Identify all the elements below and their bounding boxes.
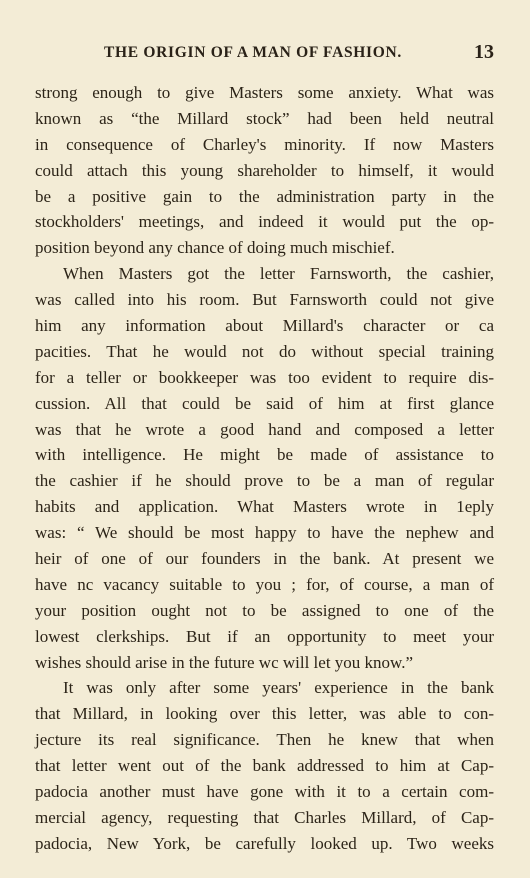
text-line: stockholders' meetings, and indeed it would put the op-: [35, 212, 494, 232]
text-line: lowest clerkships. But if an opportunity to meet your: [35, 626, 494, 646]
text-line: heir of one of our founders in the bank. At present we: [35, 549, 494, 569]
running-head: [0, 41, 530, 68]
text-line: that letter went out of the bank addressed to him at Cap-: [35, 756, 494, 776]
body-text: [35, 80, 494, 857]
text-line: was that he wrote a good hand and composed a letter: [35, 419, 494, 439]
text-line: position beyond any chance of doing much mischief.: [35, 238, 395, 258]
text-line: cussion. All that could be said of him at first glance: [35, 393, 494, 413]
text-line: mercial agency, requesting that Charles Millard, of Cap-: [35, 807, 494, 827]
text-line: strong enough to give Masters some anxiety. What was: [35, 83, 494, 102]
text-line: have nc vacancy suitable to you ; for, of course, a man of: [35, 574, 494, 594]
text-line: in consequence of Charley's minority. If now Masters: [35, 134, 494, 154]
text-line: your position ought not to be assigned to one of the: [35, 600, 494, 620]
text-line: be a positive gain to the administration party in the: [35, 186, 494, 206]
text-line: padocia another must have gone with it to a certain com-: [35, 782, 494, 802]
text-line: with intelligence. He might be made of assistance to: [35, 445, 494, 465]
text-line: could attach this young shareholder to himself, it would: [35, 160, 494, 180]
text-line: habits and application. What Masters wrote in 1eply: [35, 497, 494, 517]
text-line: known as “the Millard stock” had been held neutral: [35, 108, 494, 128]
text-line: It was only after some years' experience in the bank: [63, 678, 494, 698]
text-line: the cashier if he should prove to be a man of regular: [35, 471, 494, 491]
text-line: him any information about Millard's character or ca: [35, 316, 494, 336]
text-line: for a teller or bookkeeper was too evident to require dis-: [35, 367, 494, 387]
text-line: was called into his room. But Farnsworth could not give: [35, 290, 494, 310]
page-number: 13: [474, 41, 494, 63]
text-line: wishes should arise in the future wc will let you know.”: [35, 652, 414, 672]
text-line: When Masters got the letter Farnsworth, the cashier,: [63, 264, 494, 284]
text-line: that Millard, in looking over this letter, was able to con-: [35, 704, 494, 724]
text-line: padocia, New York, be carefully looked up. Two weeks: [35, 833, 494, 853]
running-title: THE ORIGIN OF A MAN OF FASHION.: [104, 44, 402, 61]
text-line: pacities. That he would not do without special training: [35, 341, 494, 361]
text-line: jecture its real significance. Then he knew that when: [35, 730, 494, 750]
text-line: was: “ We should be most happy to have the nephew and: [35, 523, 494, 543]
